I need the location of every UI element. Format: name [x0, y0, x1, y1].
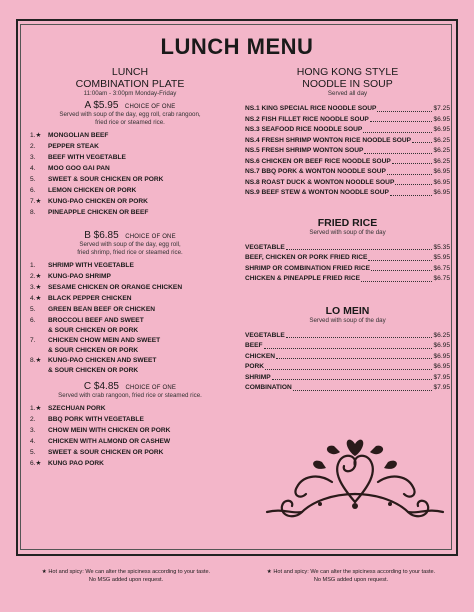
menu-item-name: SHRIMP WITH VEGETABLE — [48, 262, 134, 269]
priced-item — [245, 104, 450, 115]
priced-item — [245, 362, 450, 373]
combination-plate-heading: COMBINATION PLATE — [75, 78, 185, 90]
combo-c-desc: Served with crab rangoon, fried rice or steamed rice. — [58, 392, 202, 399]
menu-item — [30, 447, 230, 458]
noodle-list — [245, 104, 450, 199]
combo-c-price: C $4.85 — [83, 381, 119, 392]
priced-item — [245, 188, 450, 199]
combo-b-price-line — [30, 230, 230, 241]
menu-item-name: SESAME CHICKEN OR ORANGE CHICKEN — [48, 284, 183, 291]
noodle-heading: HONG KONG STYLE — [296, 66, 399, 78]
combo-a-price-line — [30, 100, 230, 111]
combo-c-price-line — [30, 381, 230, 392]
menu-item — [30, 282, 230, 293]
menu-item-name: BLACK PEPPER CHICKEN — [48, 295, 132, 302]
combo-b-choice: CHOICE OF ONE — [125, 234, 176, 240]
priced-item — [245, 146, 450, 157]
menu-item-name: PINEAPPLE CHICKEN OR BEEF — [48, 209, 149, 216]
priced-item-name: COMBINATION — [245, 384, 292, 391]
menu-item — [30, 425, 230, 436]
footer-right-spicy-note: ★ Hot and spicy: We can alter the spiciness according to your taste. — [266, 569, 436, 575]
combo-a-desc: Served with soup of the day, egg roll, crab rangoon, — [59, 111, 201, 118]
priced-item-price: $6.75 — [433, 275, 450, 282]
footer-left — [16, 568, 236, 584]
noodle-heading-2: NOODLE IN SOUP — [302, 78, 393, 90]
combo-a-list — [30, 130, 230, 218]
priced-item-price: $6.95 — [433, 352, 450, 360]
menu-item-number: 1.★ — [30, 132, 42, 139]
priced-item — [245, 373, 450, 384]
priced-item-price: $6.95 — [433, 168, 450, 175]
priced-item — [245, 125, 450, 136]
menu-item-name: MONGOLIAN BEEF — [48, 132, 109, 139]
priced-item — [245, 331, 450, 342]
priced-item-name: NS.5 FRESH SHRIMP WONTON SOUP — [245, 147, 364, 154]
menu-item — [30, 260, 230, 271]
priced-item-name: NS.1 KING SPECIAL RICE NOODLE SOUP — [245, 105, 377, 112]
menu-item — [30, 271, 230, 282]
dot-leader — [395, 178, 432, 186]
menu-item-name: GREEN BEAN BEEF OR CHICKEN — [48, 306, 155, 313]
lo-mein-sub: Served with soup of the day — [309, 316, 386, 324]
dot-leader — [368, 253, 432, 261]
priced-item-price: $7.95 — [433, 373, 450, 381]
priced-item-price: $7.25 — [433, 105, 450, 112]
menu-item-name: KUNG PAO PORK — [48, 460, 104, 467]
footer-left-spicy-note: ★ Hot and spicy: We can alter the spiciness according to your taste. — [41, 569, 211, 575]
menu-item — [30, 436, 230, 447]
priced-item-name: BEEF, CHICKEN OR PORK FRIED RICE — [245, 254, 368, 261]
fried-rice-heading: FRIED RICE — [317, 216, 378, 229]
lo-mein-list — [245, 331, 450, 394]
priced-item-price: $6.25 — [433, 331, 450, 339]
menu-item-name: CHICKEN CHOW MEIN AND SWEET — [48, 337, 161, 344]
combo-a-choice: CHOICE OF ONE — [124, 104, 176, 110]
priced-item-name: VEGETABLE — [245, 243, 285, 251]
combo-a-desc-2: fried rice or steamed rice. — [95, 119, 165, 126]
menu-item-number: 1.★ — [30, 405, 42, 412]
menu-item-name: SWEET & SOUR CHICKEN OR PORK — [48, 449, 164, 456]
menu-item-number: 2. — [30, 416, 36, 423]
menu-item — [30, 174, 230, 185]
lunch-combination-section — [30, 66, 230, 469]
priced-item-price: $6.95 — [433, 115, 450, 123]
priced-item-name: PORK — [245, 363, 265, 370]
menu-item-name: SWEET & SOUR CHICKEN OR PORK — [48, 176, 164, 183]
menu-item-number: 8.★ — [30, 357, 42, 364]
priced-item-name: SHRIMP — [245, 373, 271, 381]
priced-item — [245, 274, 450, 285]
priced-item — [245, 167, 450, 178]
menu-item-continuation: & SOUR CHICKEN OR PORK — [48, 347, 139, 354]
priced-item-name: NS.8 ROAST DUCK & WONTON NOODLE SOUP — [245, 178, 395, 186]
menu-item-number: 3.★ — [30, 284, 42, 291]
priced-item-price: $7.95 — [433, 384, 450, 391]
priced-item — [245, 264, 450, 275]
menu-item-name: KUNG-PAO CHICKEN OR PORK — [48, 198, 148, 205]
dot-leader — [276, 352, 432, 360]
menu-item-number: 4. — [30, 165, 36, 172]
priced-item-price: $6.95 — [433, 126, 450, 133]
menu-item — [30, 315, 230, 326]
dot-leader — [293, 383, 433, 391]
dot-leader — [392, 157, 433, 165]
combo-b-price: B $6.85 — [84, 230, 119, 241]
combo-b-desc: Served with soup of the day, egg roll, — [79, 241, 181, 248]
menu-item-number: 4. — [30, 438, 36, 445]
dot-leader — [364, 146, 432, 154]
dot-leader — [286, 331, 433, 339]
priced-item — [245, 352, 450, 363]
menu-item-name: LEMON CHICKEN OR PORK — [48, 187, 137, 194]
priced-item — [245, 243, 450, 254]
menu-item-name: CHOW MEIN WITH CHICKEN OR PORK — [48, 427, 171, 434]
menu-item — [30, 185, 230, 196]
priced-item-price: $6.25 — [433, 147, 450, 154]
menu-item-number: 2. — [30, 143, 36, 150]
noodle-sub: Served all day — [327, 90, 368, 97]
lo-mein-heading: LO MEIN — [325, 304, 370, 317]
dot-leader — [390, 188, 433, 196]
dot-leader — [265, 362, 432, 370]
menu-item — [30, 304, 230, 315]
menu-item — [30, 152, 230, 163]
menu-item-number: 6. — [30, 317, 36, 324]
footer-right — [240, 568, 462, 584]
menu-item-name: SZECHUAN PORK — [48, 405, 106, 412]
priced-item-name: NS.3 SEAFOOD RICE NOODLE SOUP — [245, 126, 363, 133]
priced-item-name: VEGETABLE — [245, 331, 285, 339]
page-title: LUNCH MENU — [160, 34, 314, 59]
combo-c-list — [30, 403, 230, 469]
menu-item-number: 6. — [30, 187, 36, 194]
menu-item — [30, 130, 230, 141]
right-column — [245, 66, 450, 394]
priced-item-price: $6.95 — [433, 342, 450, 349]
combo-a-price: A $5.95 — [84, 100, 119, 111]
menu-item-name: MOO GOO GAI PAN — [48, 165, 110, 172]
combo-b-desc-2: fried shrimp, fried rice or steamed rice. — [77, 249, 183, 256]
priced-item-price: $6.95 — [433, 178, 450, 186]
menu-item — [30, 196, 230, 207]
menu-item — [30, 355, 230, 366]
footer-left-msg-note: No MSG added upon request. — [88, 577, 164, 583]
priced-item-price: $6.95 — [433, 363, 450, 370]
menu-item-name: KUNG-PAO SHRIMP — [48, 273, 111, 280]
dot-leader — [370, 115, 433, 123]
priced-item-name: BEEF — [245, 342, 263, 349]
floral-ornament-icon — [262, 432, 448, 522]
menu-item — [30, 458, 230, 469]
combo-c-choice: CHOICE OF ONE — [125, 385, 177, 391]
priced-item-price: $6.25 — [433, 136, 450, 144]
dot-leader — [412, 136, 432, 144]
menu-item-number: 5. — [30, 176, 36, 183]
menu-item — [30, 163, 230, 174]
priced-item-name: NS.7 BBQ PORK & WONTON NOODLE SOUP — [245, 168, 386, 175]
menu-item — [30, 403, 230, 414]
priced-item-name: CHICKEN & PINEAPPLE FRIED RICE — [245, 275, 361, 282]
menu-item-number: 6.★ — [30, 460, 42, 467]
lunch-hours: 11:00am - 3:00pm Monday-Friday — [83, 90, 177, 97]
priced-item-name: NS.6 CHICKEN OR BEEF RICE NOODLE SOUP — [245, 157, 391, 165]
priced-item — [245, 178, 450, 189]
priced-item-name: NS.2 FISH FILLET RICE NOODLE SOUP — [245, 115, 369, 123]
menu-item-name: BEEF WITH VEGETABLE — [48, 154, 126, 161]
menu-item — [30, 414, 230, 425]
menu-item-name: KUNG-PAO CHICKEN AND SWEET — [48, 357, 157, 364]
fried-rice-list — [245, 243, 450, 285]
dot-leader — [361, 274, 432, 282]
fried-rice-sub: Served with soup of the day — [309, 228, 386, 236]
priced-item-price: $6.75 — [433, 264, 450, 272]
priced-item-name: CHICKEN — [245, 352, 276, 360]
dot-leader — [387, 167, 433, 175]
combo-b-list — [30, 260, 230, 375]
menu-item-continuation: & SOUR CHICKEN OR PORK — [48, 367, 139, 374]
menu-item-number: 3. — [30, 154, 36, 161]
menu-item-continuation: & SOUR CHICKEN OR PORK — [48, 327, 139, 334]
priced-item — [245, 136, 450, 147]
priced-item-price: $6.95 — [433, 189, 450, 196]
menu-item — [30, 335, 230, 346]
dot-leader — [371, 264, 432, 272]
menu-item — [30, 293, 230, 304]
menu-item-number: 3. — [30, 427, 36, 434]
priced-item — [245, 341, 450, 352]
menu-item-number: 1. — [30, 262, 36, 269]
menu-item-name: PEPPER STEAK — [48, 143, 99, 150]
priced-item — [245, 383, 450, 394]
menu-item-number: 5. — [30, 306, 36, 313]
priced-item-price: $5.95 — [433, 254, 450, 261]
priced-item-price: $5.35 — [433, 243, 450, 251]
dot-leader — [363, 125, 432, 133]
dot-leader — [377, 104, 432, 112]
priced-item-price: $6.25 — [433, 157, 450, 165]
menu-item-name: CHICKEN WITH ALMOND OR CASHEW — [48, 438, 171, 445]
priced-item-name: NS.4 FRESH SHRIMP WONTON RICE NOODLE SOUP — [245, 136, 412, 144]
menu-item — [30, 141, 230, 152]
priced-item-name: SHRIMP OR COMBINATION FRIED RICE — [245, 264, 371, 272]
dot-leader — [264, 341, 433, 349]
footer-right-msg-note: No MSG added upon request. — [313, 577, 389, 583]
menu-item-number: 7.★ — [30, 198, 42, 205]
dot-leader — [286, 243, 433, 251]
dot-leader — [272, 373, 433, 381]
menu-item-number: 2.★ — [30, 273, 42, 280]
menu-item-name: BBQ PORK WITH VEGETABLE — [48, 416, 144, 423]
priced-item — [245, 157, 450, 168]
menu-item-number: 8. — [30, 209, 36, 216]
priced-item — [245, 253, 450, 264]
priced-item-name: NS.9 BEEF STEW & WONTON NOODLE SOUP — [245, 189, 389, 196]
menu-item-number: 7. — [30, 337, 36, 344]
menu-item — [30, 207, 230, 218]
menu-item-name: BROCCOLI BEEF AND SWEET — [48, 317, 144, 324]
priced-item — [245, 115, 450, 126]
lunch-heading: LUNCH — [111, 66, 149, 78]
menu-item-number: 4.★ — [30, 295, 42, 302]
menu-item-number: 5. — [30, 449, 36, 456]
